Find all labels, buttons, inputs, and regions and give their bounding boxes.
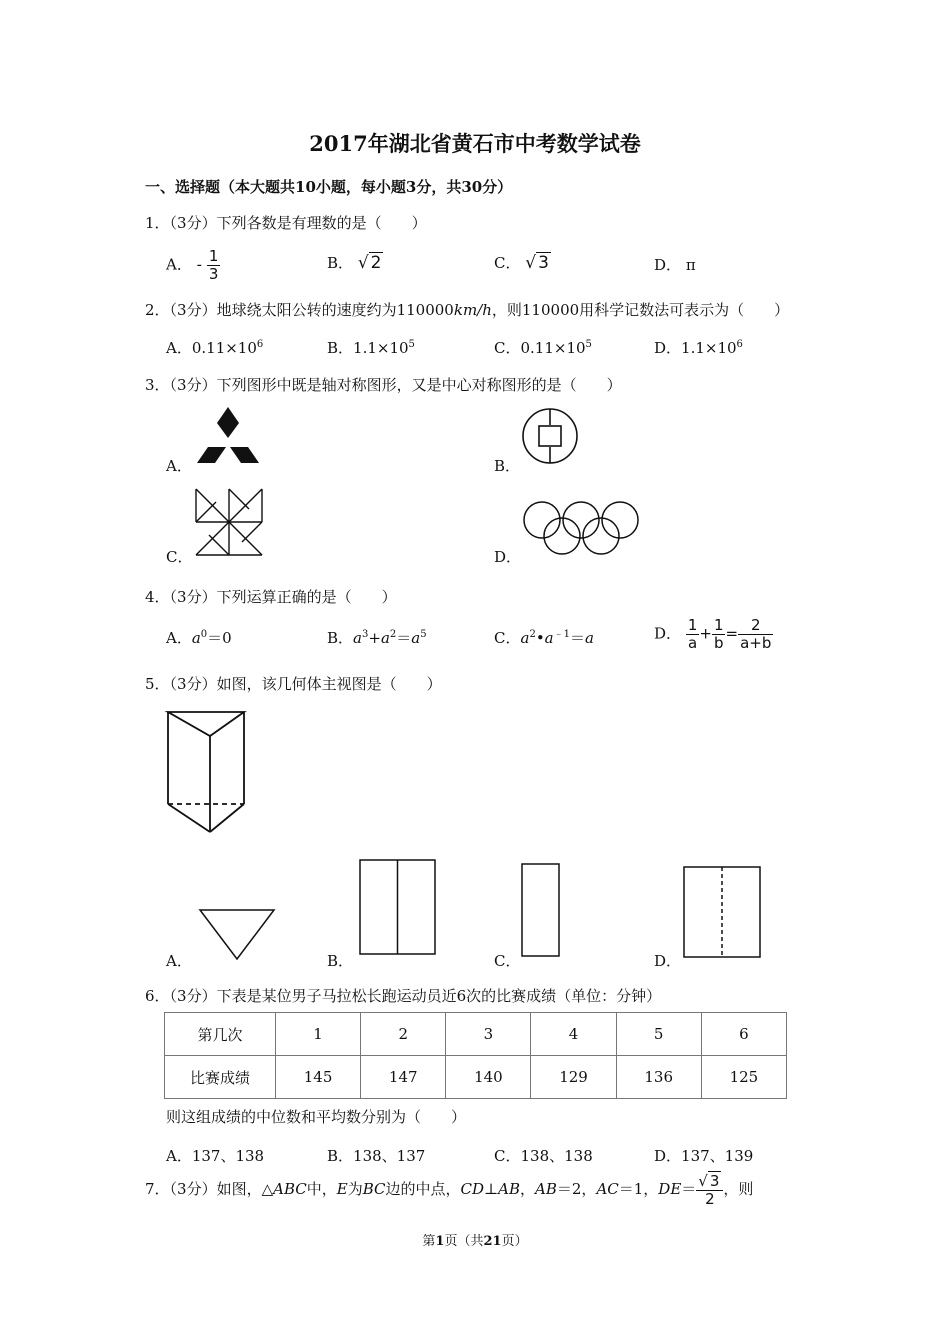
table-cell: 2	[361, 1013, 446, 1056]
option-base: 0.11×10	[191, 339, 257, 357]
question-1-stem: 1．（3分）下列各数是有理数的是（ ）	[145, 214, 427, 232]
table-row	[165, 1013, 787, 1056]
question-6-stem: 6．（3分）下表是某位男子马拉松长跑运动员近6次的比赛成绩（单位：分钟）	[145, 987, 662, 1005]
q7-var: E	[336, 1180, 348, 1198]
footer-text: 页）	[501, 1234, 528, 1249]
table-cell: 129	[531, 1056, 616, 1099]
option-label: D．	[654, 624, 682, 643]
denominator: 2	[705, 1189, 715, 1208]
denominator: a+b	[740, 634, 772, 652]
q7-text: ＝1，	[618, 1180, 659, 1198]
table-cell: 136	[616, 1056, 701, 1099]
q2-stem-pre: 2．（3分）地球绕太阳公转的速度约为110000	[145, 301, 454, 319]
q7-var: CD	[460, 1180, 485, 1198]
q5-option-a-label[interactable]: A．	[166, 952, 192, 970]
sqrt-expression: √ 3	[698, 1171, 720, 1190]
q7-text: 为	[347, 1180, 363, 1198]
numerator: 1	[208, 247, 219, 265]
q3-figure-b-coin	[521, 407, 581, 467]
table-cell: 147	[361, 1056, 446, 1099]
q7-var: AB	[535, 1180, 557, 1198]
sqrt-expression: √ 3	[525, 253, 549, 273]
table-cell: 125	[701, 1056, 786, 1099]
q5-triangular-prism-figure	[166, 710, 248, 836]
q2-option-b[interactable]	[327, 337, 415, 358]
q3-figure-c-pinwheel	[194, 487, 264, 557]
q7-text: ，	[520, 1180, 536, 1198]
operator: ＝	[570, 629, 586, 647]
operator: ＝	[396, 629, 412, 647]
option-label: C．	[494, 629, 521, 647]
variable: a	[544, 629, 554, 647]
q7-text: 中，	[306, 1180, 337, 1198]
q3-figure-a-three-diamonds	[195, 405, 261, 467]
exponent: 3	[361, 629, 369, 640]
q6-option-b[interactable]: B．138、137	[327, 1147, 426, 1165]
total-page-count: 21	[483, 1234, 502, 1249]
option-label: B．	[327, 629, 354, 647]
question-7-stem	[145, 1172, 753, 1208]
variable: a	[191, 629, 201, 647]
fraction	[207, 248, 221, 283]
q6-option-d[interactable]: D．137、139	[654, 1147, 754, 1165]
q2-option-c[interactable]	[494, 337, 592, 358]
numerator	[696, 1173, 723, 1191]
variable: a	[380, 629, 390, 647]
operator: +	[699, 624, 712, 643]
q3-option-a-label[interactable]: A．	[166, 457, 192, 475]
variable: a	[520, 629, 530, 647]
q7-var: AB	[498, 1180, 521, 1198]
table-cell: 145	[276, 1056, 361, 1099]
numerator: 2	[738, 617, 773, 635]
q7-text: ，则	[723, 1180, 754, 1198]
exponent: 2	[529, 629, 536, 640]
fraction	[738, 617, 773, 652]
q2-stem-post: ，则110000用科学记数法可表示为（ ）	[491, 301, 790, 319]
fraction	[696, 1173, 723, 1208]
q6-option-a[interactable]: A．137、138	[166, 1147, 265, 1165]
q4-option-c[interactable]	[494, 627, 594, 648]
question-5-stem: 5．（3分）如图，该几何体主视图是（ ）	[145, 675, 442, 693]
sqrt-expression: √ 2	[357, 253, 382, 273]
question-3-stem: 3．（3分）下列图形中既是轴对称图形，又是中心对称图形的是（ ）	[145, 376, 622, 394]
q4-option-b[interactable]	[327, 627, 427, 648]
table-cell: 3	[446, 1013, 531, 1056]
q3-option-d-label[interactable]: D．	[494, 548, 522, 566]
q3-option-c-label[interactable]: C．	[166, 548, 193, 566]
q7-var: ABC	[273, 1180, 307, 1198]
option-label: A．	[166, 255, 192, 274]
exponent: 5	[420, 629, 427, 640]
option-exponent: 5	[585, 339, 592, 350]
q5-option-b-label[interactable]: B．	[327, 952, 354, 970]
denominator: a	[687, 634, 698, 652]
table-cell: 5	[616, 1013, 701, 1056]
q5-figure-c-narrow-rectangle	[521, 863, 563, 959]
row-header: 比赛成绩	[165, 1056, 276, 1099]
q5-figure-a-triangle	[198, 908, 278, 962]
fraction	[686, 617, 700, 652]
numerator: 1	[713, 616, 724, 634]
option-label: C．	[494, 339, 521, 357]
fraction	[712, 617, 726, 652]
expr-rest: ＝0	[207, 629, 232, 647]
table-cell: 140	[446, 1056, 531, 1099]
q5-option-c-label[interactable]: C．	[494, 952, 521, 970]
q7-var: BC	[362, 1180, 386, 1198]
variable: a	[411, 629, 421, 647]
numerator: 1	[687, 616, 698, 634]
q4-option-a[interactable]	[166, 627, 232, 648]
q1-option-a[interactable]	[166, 248, 220, 283]
question-2-stem	[145, 299, 789, 320]
table-cell: 4	[531, 1013, 616, 1056]
denominator: b	[713, 634, 724, 652]
minus-sign: -	[196, 255, 203, 274]
q7-text: ＝	[681, 1180, 697, 1198]
pi-symbol: π	[685, 256, 696, 274]
denominator: 3	[208, 265, 219, 283]
option-exponent: 6	[256, 339, 264, 350]
q7-var: DE	[658, 1180, 682, 1198]
operator: •	[535, 629, 545, 647]
q7-text: 7．（3分）如图，△	[145, 1180, 274, 1198]
option-label: C．	[494, 254, 521, 272]
q1-option-b[interactable]	[327, 252, 383, 273]
operator: =	[725, 624, 739, 643]
row-header: 第几次	[165, 1013, 276, 1056]
q3-figure-d-olympic-rings	[521, 500, 641, 558]
q1-option-c[interactable]	[494, 252, 551, 273]
current-page-number: 1	[435, 1234, 445, 1249]
radicand: 3	[709, 1171, 720, 1190]
radicand: 2	[370, 253, 382, 273]
q7-var: AC	[596, 1180, 619, 1198]
q6-option-c[interactable]: C．138、138	[494, 1147, 593, 1165]
option-base: 0.11×10	[520, 339, 586, 357]
section-heading: 一、选择题（本大题共10小题，每小题3分，共30分）	[145, 178, 513, 196]
page-footer	[0, 1230, 950, 1249]
scores-table	[164, 1012, 787, 1099]
question-6-followup: 则这组成绩的中位数和平均数分别为（ ）	[166, 1108, 467, 1126]
exponent: ﹣1	[553, 629, 570, 640]
option-label: A．	[166, 629, 192, 647]
q2-option-d[interactable]	[654, 337, 743, 358]
q7-text: ＝2，	[556, 1180, 597, 1198]
option-base: 1.1×10	[353, 339, 409, 357]
exponent: 2	[389, 629, 397, 640]
table-cell: 1	[276, 1013, 361, 1056]
option-label: D．	[654, 339, 682, 357]
operator: +	[368, 629, 381, 647]
option-base: 1.1×10	[681, 339, 737, 357]
q2-option-a[interactable]	[166, 337, 263, 358]
table-cell: 6	[701, 1013, 786, 1056]
footer-text: 页（共	[444, 1234, 484, 1249]
q4-option-d[interactable]	[654, 617, 773, 652]
option-label: D．	[654, 256, 682, 274]
q2-unit: km/h	[453, 301, 492, 319]
radicand: 3	[538, 253, 549, 273]
option-exponent: 6	[736, 339, 743, 350]
q7-text: ⊥	[484, 1180, 499, 1198]
q5-figure-b-rectangle-solid-line	[359, 859, 439, 957]
q1-option-d[interactable]	[654, 254, 696, 275]
footer-text: 第	[422, 1234, 436, 1249]
variable: a	[353, 629, 362, 647]
q5-figure-d-rectangle-dashed-line	[683, 866, 763, 960]
question-4-stem: 4．（3分）下列运算正确的是（ ）	[145, 588, 397, 606]
q3-option-b-label[interactable]: B．	[494, 457, 521, 475]
q5-option-d-label[interactable]: D．	[654, 952, 682, 970]
page-title: 2017年湖北省黄石市中考数学试卷	[309, 131, 641, 156]
option-label: B．	[327, 339, 354, 357]
q7-text: 边的中点，	[385, 1180, 461, 1198]
variable: a	[585, 629, 594, 647]
option-exponent: 5	[408, 339, 415, 350]
option-label: B．	[327, 254, 354, 272]
exponent: 0	[200, 629, 208, 640]
table-row	[165, 1056, 787, 1099]
option-label: A．	[166, 339, 192, 357]
